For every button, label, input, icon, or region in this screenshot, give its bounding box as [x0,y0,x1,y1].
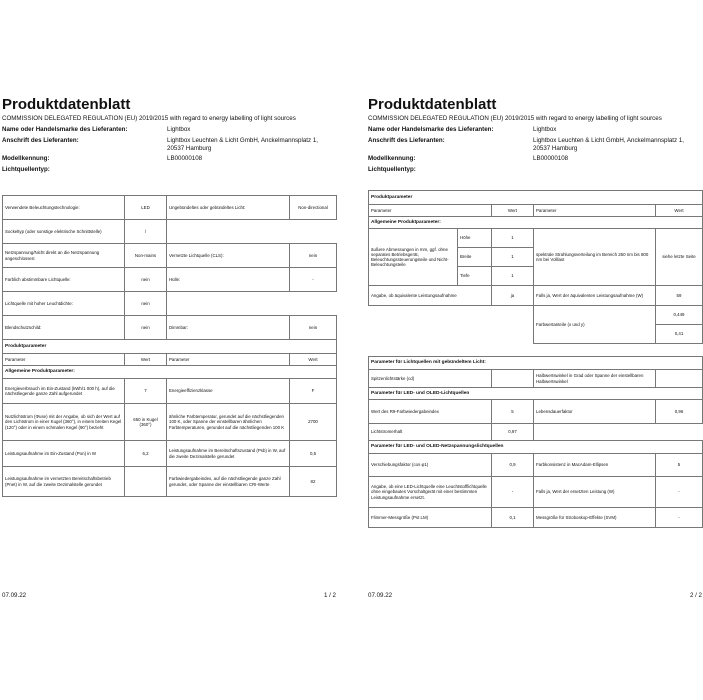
column-header: Wert [125,354,167,366]
supplier-address-line2: 20537 Hamburg [167,144,212,152]
table-cell: Energieeffizienzklasse [167,379,290,404]
footer-page-number: 1 / 2 [323,592,336,599]
table-cell: Netzspannung/Nicht direkt an die Netzspannung angeschlossen: [3,244,125,268]
section-heading: Parameter für LED- und OLED-Netzspannungslichtquellen [369,441,703,454]
table-cell: 5 [492,400,534,424]
table-cell: Leistungsaufnahme im vernetzten Bereitschaftsbetrieb (Pnet) in W, auf die zweite Dezimalstelle gerundet [3,467,125,497]
page-footer [2,592,336,599]
table-cell: Höhe [458,229,492,248]
column-header: Parameter [534,205,656,217]
supplier-address-label: Anschrift des Lieferanten: [2,137,79,144]
light-source-type-label: Lichtquellentyp: [368,166,416,173]
footer-page-number: 2 / 2 [689,592,702,599]
column-header: Parameter [3,354,125,366]
table-cell: Verwendete Beleuchtungstechnologie: [3,196,125,220]
table-cell: 82 [290,467,337,497]
table-cell: / [125,220,167,244]
table-cell [656,370,703,388]
supplier-name-value: Lightbox [167,126,191,133]
table-cell: Angabe, ob eine LED-Lichtquelle eine Leuchtstofflichtquelle ohne eingebautes Vorschaltgerät mit einer bestimmten Leistungsaufnahme ersetzt. [369,477,492,508]
table-cell: 1 [492,248,534,267]
table-cell: 0,96 [656,400,703,424]
table-cell: Farbwiedergabeindex, auf die nächstliegende ganze Zahl gerundet, oder Spanne der einstellbaren CRI-Werte [167,467,290,497]
supplier-info [368,126,702,177]
table-cell: 7 [125,379,167,404]
table-cell: 0,41 [656,325,703,344]
table-cell: 0,1 [492,508,534,528]
table-cell: 0,97 [492,424,534,441]
table-cell: Farblich abstimmbare Lichtquelle: [3,268,125,292]
table-cell [492,370,534,388]
section-heading: Allgemeine Produktparameter: [3,366,337,379]
supplier-address-line1: Lightbox Leuchten & Licht GmbH, Anckelmannsplatz 1, [533,137,684,144]
table-cell: Blendschutzschild: [3,316,125,340]
page-title: Produktdatenblatt [368,96,497,113]
section-heading: Produktparameter [369,191,703,205]
section-heading: Allgemeine Produktparameter: [369,217,703,229]
table-cell: Verschiebungsfaktor (cos φ1) [369,454,492,477]
table-cell: Halbwertswinkel in Grad oder Spanne der einstellbaren Halbwertswinkel [534,370,656,388]
table-cell: 1 [492,267,534,286]
table-cell: Flimmer-Messgröße (Pst LM) [369,508,492,528]
table-cell: siehe letzte Seite [656,229,703,286]
table-cell: Sockeltyp (oder sonstige elektrische Schnittstelle) [3,220,125,244]
footer-date: 07.09.22 [368,592,393,599]
table-cell: nein [290,316,337,340]
table-cell: nein [125,292,167,316]
table-cell: spektrale Strahlungsverteilung im Bereich 250 nm bis 800 nm bei Volllast [534,229,656,286]
table-cell: ja [492,286,534,306]
datasheet-page-2 [368,96,702,616]
table-cell: - [290,268,337,292]
model-value: LB00000108 [167,155,203,162]
page-title: Produktdatenblatt [2,96,131,113]
column-header: Parameter [167,354,290,366]
table-cell: - [492,477,534,508]
parameter-table [2,195,337,497]
table-cell [125,467,167,497]
section-heading: Parameter für Lichtquellen mit gebündeltem Licht: [369,357,703,370]
table-cell: Messgröße für Stroboskop-Effekte (SVM) [534,508,656,528]
supplier-name-value: Lightbox [533,126,557,133]
table-cell: Ungebündeltes oder gebündeltes Licht: [167,196,290,220]
table-cell: Lichtstromerhalt [369,424,492,441]
table-cell: 650 in Kugel (360°) [125,404,167,441]
page-footer [368,592,702,599]
supplier-address-label: Anschrift des Lieferanten: [368,137,445,144]
table-cell: Energieverbrauch im Ein-Zustand (kWh/1 000 h), auf die nächstliegende ganze Zahl aufgerundet [3,379,125,404]
table-cell: Nutzlichtstrom (Φuse) mit der Angabe, ob sich der Wert auf den Lichtstrom in einer Kugel (360°), in einem breiten Kegel (120°) oder in einem schmalen Kegel (90°) bezieht [3,404,125,441]
footer-date: 07.09.22 [2,592,27,599]
table-cell: 2700 [290,404,337,441]
table-cell: nein [290,244,337,268]
section-heading: Parameter für LED- und OLED-Lichtquellen [369,388,703,400]
table-cell: LED [125,196,167,220]
supplier-name-label: Name oder Handelsmarke des Lieferanten: [368,126,494,133]
table-cell: Farbwertanteile (x und y) [534,306,656,344]
table-cell: 59 [656,286,703,306]
table-cell: Tiefe [458,267,492,286]
section-heading: Produktparameter [3,340,337,354]
table-cell: Dimmbar: [167,316,290,340]
regulation-text: COMMISSION DELEGATED REGULATION (EU) 2019/2015 with regard to energy labelling of light sources [368,115,662,122]
table-cell: äußere Abmessungen in mm, ggf. ohne separates Betriebsgerät, Beleuchtungssteuerungsteile und Nicht-Beleuchtungsteile [369,229,458,286]
model-label: Modellkennung: [2,155,50,162]
datasheet-page-1 [2,96,336,616]
model-label: Modellkennung: [368,155,416,162]
table-cell: 5 [656,454,703,477]
table-cell: Non-directional [290,196,337,220]
table-cell: Leistungsaufnahme im Bereitschaftszustand (Psb) in W, auf die zweite Dezimalstelle gerundet [167,441,290,467]
table-cell: Farbkonsistenz in MacAdam-Ellipsen [534,454,656,477]
table-cell: Angabe, ob äquivalente Leistungsaufnahme [369,286,492,306]
column-header: Parameter [369,205,492,217]
table-cell: Wert des R9-Farbwiedergabeindex [369,400,492,424]
table-cell: 0,9 [492,454,534,477]
supplier-name-label: Name oder Handelsmarke des Lieferanten: [2,126,128,133]
table-cell: - [656,508,703,528]
table-cell: nein [125,316,167,340]
column-header: Wert [492,205,534,217]
column-header: Wert [290,354,337,366]
table-cell: ähnliche Farbtemperatur, gerundet auf die nächstliegenden 100 K, oder Spanne der einstellbaren ähnlichen Farbtemperaturen, gerundet auf die nächstliegenden 100 K [167,404,290,441]
table-cell: Spitzenlichtstärke (cd) [369,370,492,388]
table-cell: F [290,379,337,404]
table-cell: Falls ja, Wert der äquivalenten Leistungsaufnahme (W) [534,286,656,306]
table-cell: Breite [458,248,492,267]
table-cell: 1 [492,229,534,248]
light-source-type-label: Lichtquellentyp: [2,166,50,173]
table-cell: 6,2 [125,441,167,467]
regulation-text: COMMISSION DELEGATED REGULATION (EU) 2019/2015 with regard to energy labelling of light sources [2,115,296,122]
supplier-address-line1: Lightbox Leuchten & Licht GmbH, Anckelmannsplatz 1, [167,137,318,144]
model-value: LB00000108 [533,155,569,162]
table-cell: 0,5 [290,441,337,467]
table-cell: Vernetzte Lichtquelle (CLS): [167,244,290,268]
table-cell: - [656,477,703,508]
supplier-address-line2: 20537 Hamburg [533,144,578,152]
table-cell: Non-mains [125,244,167,268]
table-cell: Lichtquelle mit hoher Leuchtdichte: [3,292,125,316]
table-cell: nein [125,268,167,292]
table-cell: Hülle: [167,268,290,292]
table-cell: Leistungsaufnahme im Ein-Zustand (Pon) in W [3,441,125,467]
table-cell: 0,449 [656,306,703,325]
table-cell: Lebensdauerfaktor [534,400,656,424]
supplier-info [2,126,336,177]
parameter-table [368,190,703,528]
table-cell: Falls ja, Wert der ersetzten Leistung (W) [534,477,656,508]
column-header: Wert [656,205,703,217]
